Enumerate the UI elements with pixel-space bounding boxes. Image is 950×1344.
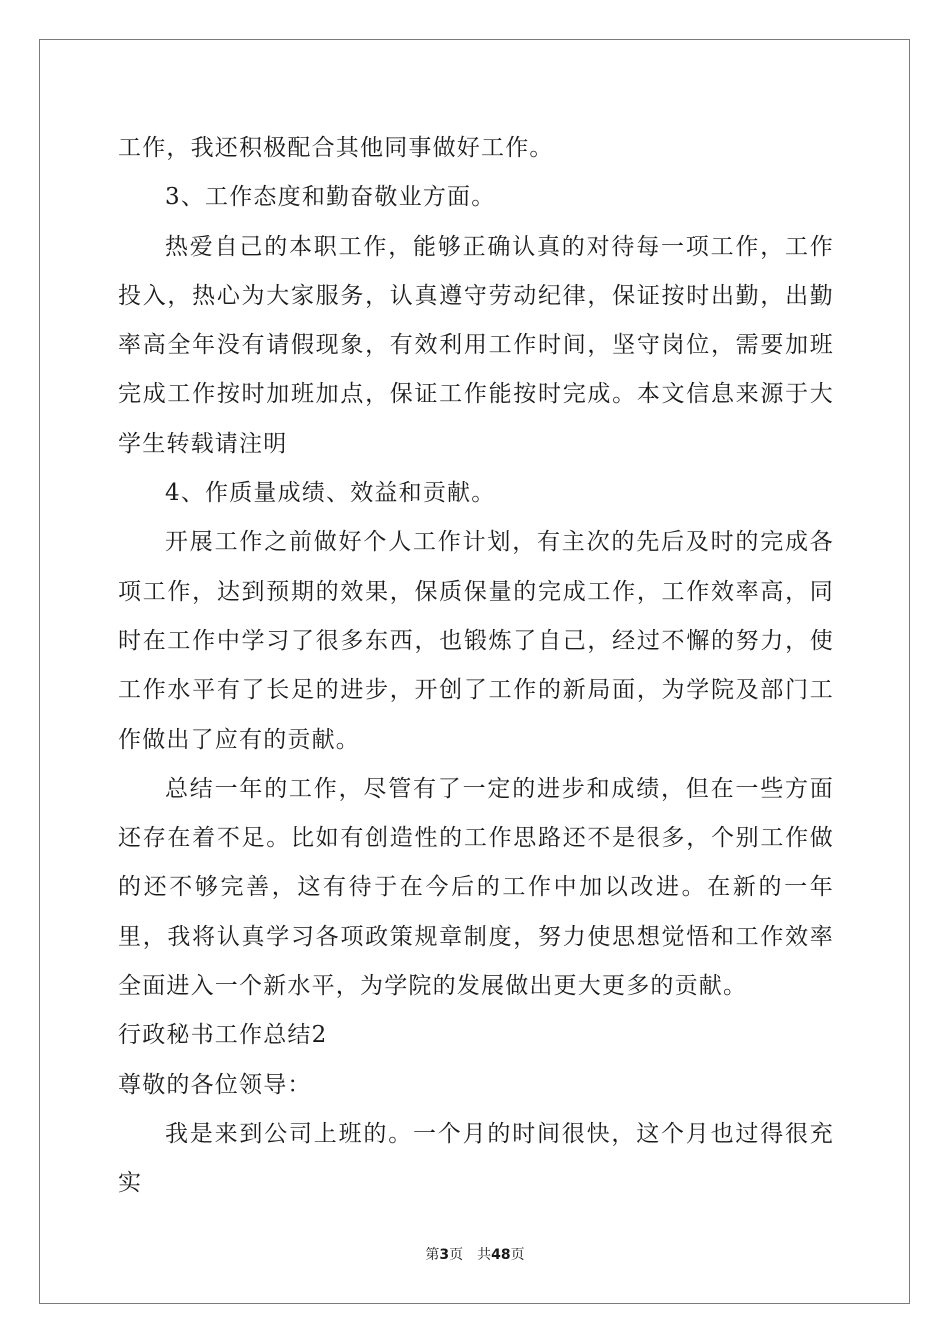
footer-total-prefix: 共: [477, 1247, 492, 1263]
salutation: 尊敬的各位领导：: [118, 1071, 312, 1098]
paragraph-work-quality: 开展工作之前做好个人工作计划，有主次的先后及时的完成各项工作，达到预期的效果，保质保量的完成工作，工作效率高，同时在工作中学习了很多东西，也锻炼了自己，经过不懈的努力，使工作水平有了长足的进步，开创了工作的新局面，为学院及部门工作做出了应有的贡献。: [118, 529, 834, 753]
heading-work-quality: 4、作质量成绩、效益和贡献。: [165, 480, 496, 507]
paragraph-year-summary: 总结一年的工作，尽管有了一定的进步和成绩，但在一些方面还存在着不足。比如有创造性的工作思路还不是很多，个别工作做的还不够完善，这有待于在今后的工作中加以改进。在新的一年里，我将认真学习各项政策规章制度，努力使思想觉悟和工作效率全面进入一个新水平，为学院的发展做出更大更多的贡献。: [118, 775, 834, 1000]
document-body: [118, 124, 834, 1209]
footer-prefix: 第: [425, 1247, 440, 1263]
paragraph-opening: 我是来到公司上班的。一个月的时间很快，这个月也过得很充实: [118, 1120, 834, 1197]
heading-work-attitude: 3、工作态度和勤奋敬业方面。: [165, 184, 496, 211]
footer-current-page: 3: [439, 1247, 450, 1263]
footer-total-suffix: 页: [510, 1247, 525, 1263]
page-footer: [0, 1244, 950, 1264]
section-title: 行政秘书工作总结2: [118, 1022, 328, 1049]
paragraph-continuation: 工作，我还积极配合其他同事做好工作。: [118, 135, 554, 161]
footer-total-pages: 48: [491, 1247, 511, 1263]
paragraph-work-attitude: 热爱自己的本职工作，能够正确认真的对待每一项工作，工作投入，热心为大家服务，认真遵守劳动纪律，保证按时出勤，出勤率高全年没有请假现象，有效利用工作时间，坚守岗位，需要加班完成工作按时加班加点，保证工作能按时完成。本文信息来源于大学生转载请注明: [118, 233, 834, 457]
footer-page-suffix: 页: [449, 1247, 464, 1263]
